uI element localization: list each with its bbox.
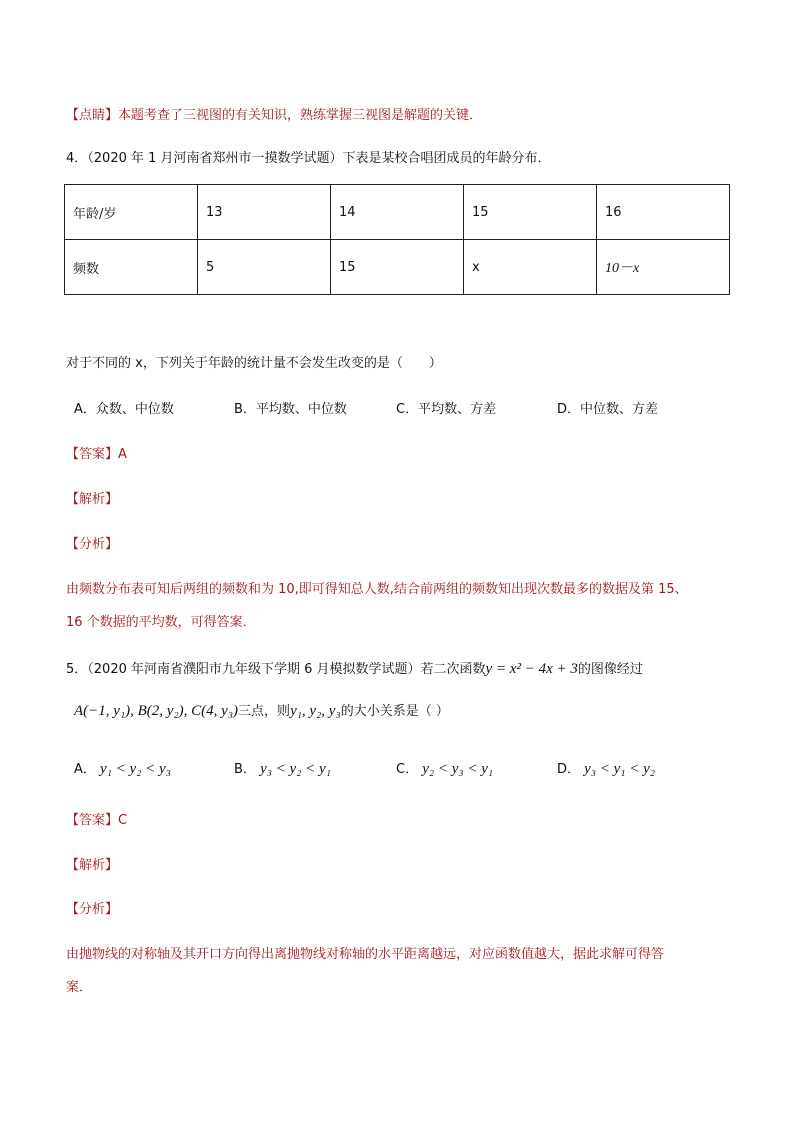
q5-option-d [557, 758, 655, 778]
age-frequency-table [64, 184, 730, 295]
q5-answer-line [66, 809, 127, 828]
q4-answer: A [118, 447, 127, 462]
q5-analysis-line1: 由抛物线的对称轴及其开口方向得出离抛物线对称轴的水平距离越远，对应函数值越大，据此求解可得答 [66, 947, 665, 962]
option-letter: A． [74, 762, 96, 777]
table-cell: 10－x [597, 240, 730, 295]
dianjing-line [66, 104, 482, 123]
table-cell: 频数 [65, 240, 198, 295]
q5-stem-prefix: 5．（2020 年河南省濮阳市九年级下学期 6 月模拟数学试题）若二次函数 [66, 662, 486, 677]
table-row [65, 240, 730, 295]
q5-points-suffix: 三点，则 [238, 704, 291, 719]
q4-analysis-line1: 由频数分布表可知后两组的频数和为 10,即可得知总人数,结合前两组的频数知出现次数最多的数据及第 15、 [66, 582, 688, 597]
q5-stem-suffix: 的图像经过 [577, 662, 643, 677]
option-letter: D． [557, 762, 581, 777]
q5-option-a [74, 758, 171, 778]
q4-answer-line [66, 443, 127, 462]
table-cell: 15 [464, 185, 597, 240]
answer-tag: 【答案】 [66, 447, 119, 462]
q5-option-b [234, 758, 331, 778]
table-cell: 15 [331, 240, 464, 295]
table-row [65, 185, 730, 240]
q5-stem [66, 658, 643, 678]
q4-analysis-line2: 16 个数据的平均数，可得答案． [66, 615, 256, 630]
option-expr: y₂ < y₃ < y₁ [422, 761, 494, 777]
option-letter: C． [396, 762, 419, 777]
q5-question-suffix: 的大小关系是（ ） [340, 704, 449, 719]
q5-answer: C [118, 813, 128, 828]
table-cell: 5 [198, 240, 331, 295]
q5-function: y = x² − 4x + 3 [485, 661, 578, 677]
table-cell: 年龄/岁 [65, 185, 198, 240]
q4-option-c: C．平均数、方差 [396, 402, 497, 417]
q5-analysis-line2: 案． [66, 980, 93, 995]
dianjing-tag: 【点睛】 [66, 108, 119, 123]
q4-option-a: A．众数、中位数 [74, 402, 174, 417]
q5-jiexi-tag: 【解析】 [66, 858, 119, 873]
q4-option-b: B．平均数、中位数 [234, 402, 347, 417]
option-expr: y₁ < y₂ < y₃ [100, 761, 171, 777]
q5-option-c [396, 758, 493, 778]
answer-tag: 【答案】 [66, 813, 119, 828]
q5-fenxi-tag: 【分析】 [66, 902, 119, 917]
option-expr: y₃ < y₂ < y₁ [260, 761, 331, 777]
q5-vars: y₁, y₂, y₃ [290, 703, 341, 719]
q4-stem: 4．（2020 年 1 月河南省郑州市一摸数学试题）下表是某校合唱团成员的年龄分布． [66, 151, 551, 166]
dianjing-text: 本题考查了三视图的有关知识，熟练掌握三视图是解题的关键． [118, 108, 483, 123]
table-cell: 13 [198, 185, 331, 240]
q5-points-line [74, 700, 449, 720]
q5-points: A(−1, y₁), B(2, y₂), C(4, y₃) [74, 703, 239, 719]
option-letter: B． [234, 762, 256, 777]
option-expr: y₃ < y₁ < y₂ [584, 761, 656, 777]
q4-fenxi-tag: 【分析】 [66, 537, 119, 552]
q4-option-d: D．中位数、方差 [557, 402, 659, 417]
q4-question: 对于不同的 x，下列关于年龄的统计量不会发生改变的是（ ） [66, 356, 442, 371]
q4-jiexi-tag: 【解析】 [66, 492, 119, 507]
table-cell: 14 [331, 185, 464, 240]
table-cell: 16 [597, 185, 730, 240]
table-cell: x [464, 240, 597, 295]
